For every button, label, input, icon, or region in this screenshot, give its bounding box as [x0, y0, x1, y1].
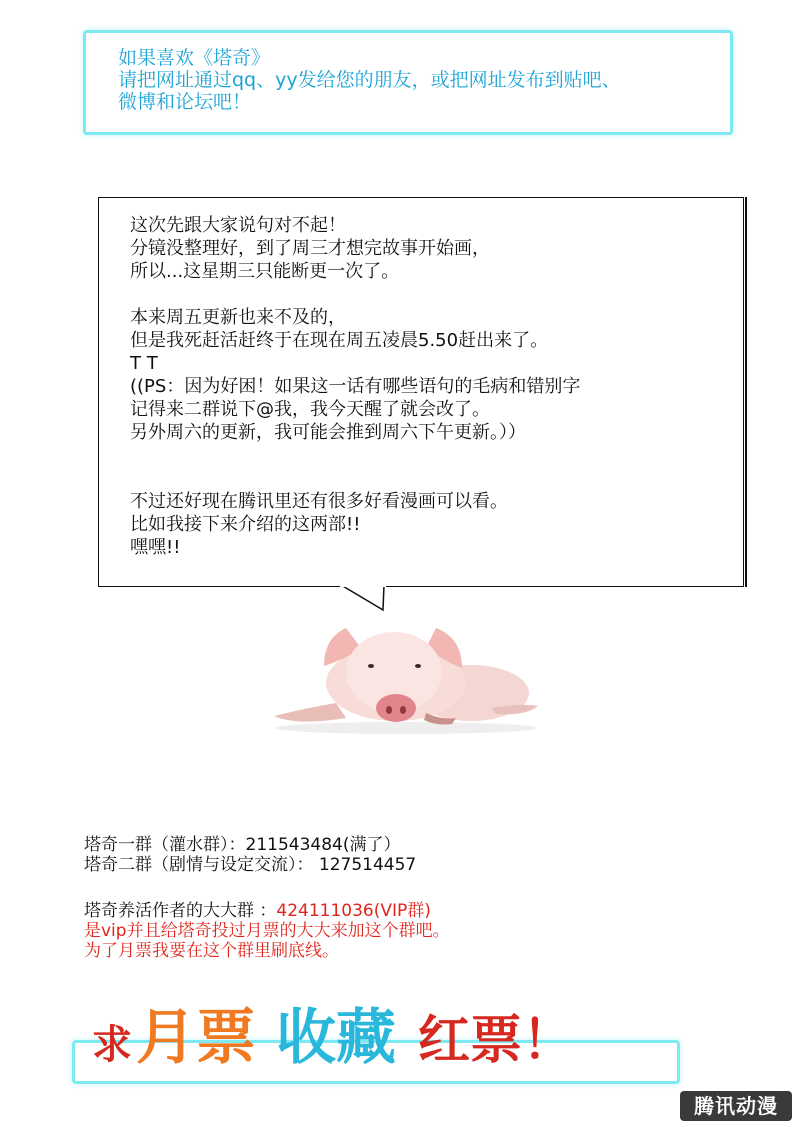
slogan-monthly-ticket: 月票 — [136, 1003, 256, 1073]
notice-line-2: 请把网址通过qq、yy发给您的朋友，或把网址发布到贴吧、 — [118, 69, 621, 91]
share-notice-box — [83, 30, 733, 135]
bubble-line: 不过还好现在腾讯里还有很多好看漫画可以看。 — [130, 491, 508, 512]
bubble-line: ((PS：因为好困！如果这一话有哪些语句的毛病和错别字 — [130, 376, 581, 397]
bubble-line: 分镜没整理好，到了周三才想完故事开始画， — [130, 238, 490, 259]
bubble-line: 另外周六的更新，我可能会推到周六下午更新。）） — [130, 422, 526, 443]
bubble-line: 但是我死赶活赶终于在现在周五凌晨5.50赶出来了。 — [130, 330, 549, 351]
qq-groups-info — [84, 835, 450, 961]
bubble-line: 比如我接下来介绍的这两部!! — [130, 514, 361, 535]
vip-group-line — [84, 901, 450, 921]
bubble-line: T T — [130, 353, 158, 374]
pig-image — [266, 608, 546, 738]
bubble-line: 记得来二群说下@我，我今天醒了就会改了。 — [130, 399, 490, 420]
slogan — [92, 990, 574, 1076]
vip-group-note-2: 为了月票我要在这个群里刷底线。 — [84, 941, 339, 961]
slogan-red-ticket: 红票！ — [418, 1010, 575, 1071]
bubble-line: 这次先跟大家说句对不起！ — [130, 215, 346, 236]
notice-line-3: 微博和论坛吧！ — [118, 91, 252, 113]
notice-line-1: 如果喜欢《塔奇》 — [118, 47, 271, 69]
logo-text: 腾讯动漫 — [694, 1094, 778, 1118]
bubble-line: 所以...这星期三只能断更一次了。 — [130, 261, 400, 282]
group-2-line: 塔奇二群（剧情与设定交流）： 127514457 — [84, 855, 417, 875]
bubble-line: 本来周五更新也来不及的， — [130, 307, 346, 328]
panel-border-line — [745, 197, 747, 587]
speech-bubble — [98, 197, 744, 587]
vip-group-label: 塔奇养活作者的大大群 ： — [84, 901, 277, 921]
vip-group-number: 424111036(VIP群) — [276, 901, 431, 921]
slogan-ask: 求 — [92, 1021, 132, 1068]
slogan-favorite: 收藏 — [276, 1003, 396, 1073]
bubble-line: 嘿嘿!! — [130, 537, 181, 558]
vip-group-note-1: 是vip并且给塔奇投过月票的大大来加这个群吧。 — [84, 921, 450, 941]
tencent-comic-logo — [680, 1091, 792, 1121]
group-1-line: 塔奇一群（灌水群）：211543484(满了） — [84, 835, 401, 855]
